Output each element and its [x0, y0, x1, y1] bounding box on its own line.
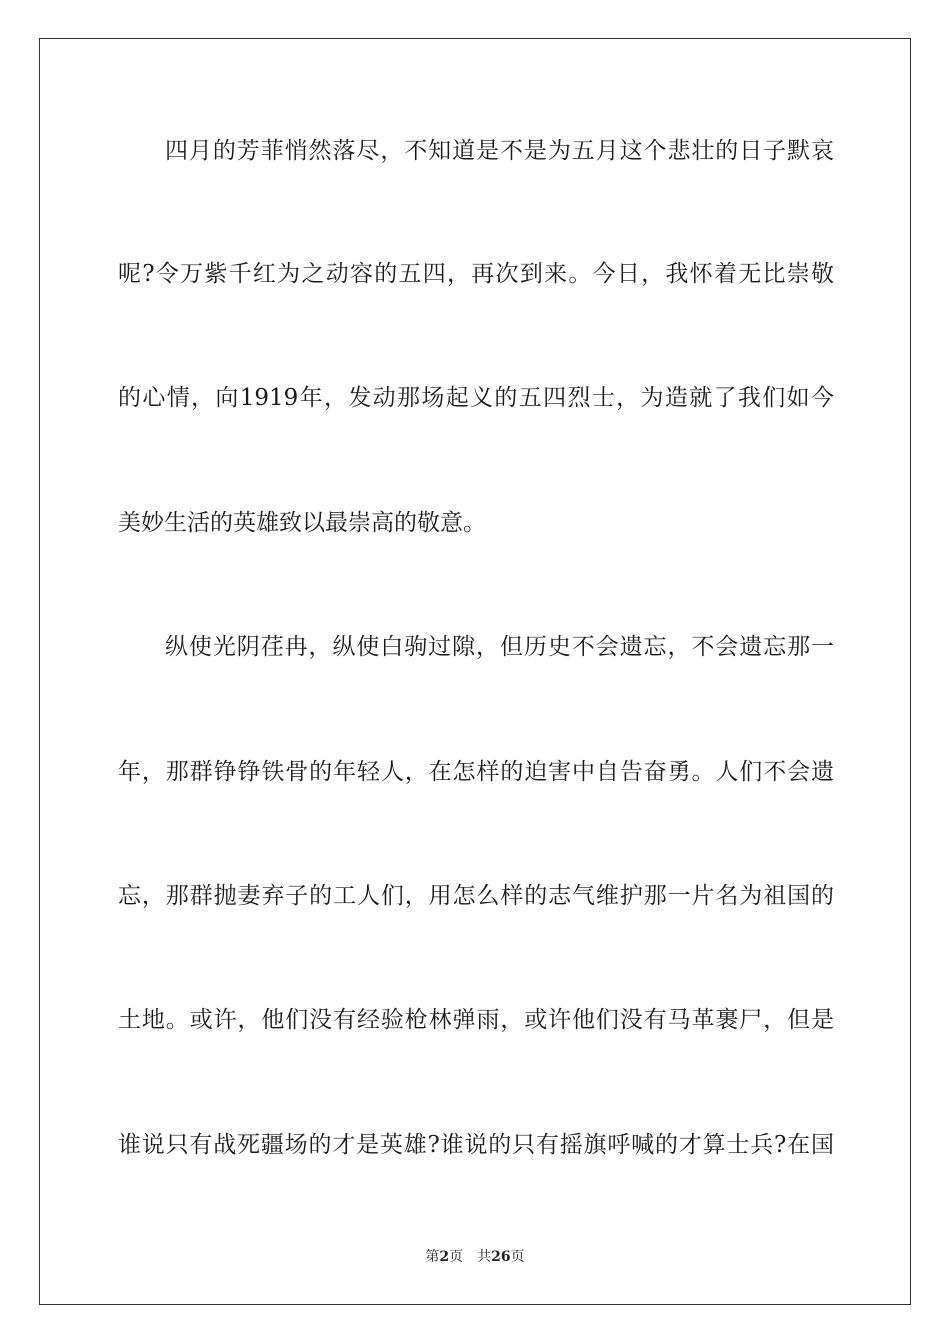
page-footer [0, 1248, 950, 1266]
footer-total-prefix: 共 [477, 1249, 492, 1265]
paragraph-2-line-5: 谁说只有战死疆场的才是英雄?谁说的只有摇旗呼喊的才算士兵?在国 [118, 1132, 834, 1158]
footer-page-number: 2 [439, 1249, 450, 1265]
footer-page-suffix: 页 [449, 1249, 464, 1265]
footer-total-pages: 26 [491, 1249, 511, 1265]
paragraph-2-line-1: 纵使光阴荏冉，纵使白驹过隙，但历史不会遗忘，不会遗忘那一 [165, 634, 834, 660]
footer-total-suffix: 页 [510, 1249, 525, 1265]
paragraph-2-line-2: 年，那群铮铮铁骨的年轻人，在怎样的迫害中自告奋勇。人们不会遗 [118, 759, 834, 785]
paragraph-1-line-1: 四月的芳菲悄然落尽，不知道是不是为五月这个悲壮的日子默哀 [165, 138, 834, 164]
paragraph-1-line-4: 美妙生活的英雄致以最崇高的敬意。 [118, 510, 486, 536]
paragraph-2-line-4: 土地。或许，他们没有经验枪林弹雨，或许他们没有马革裹尸，但是 [118, 1007, 834, 1033]
footer-page-prefix: 第 [425, 1249, 440, 1265]
paragraph-1-line-3: 的心情，向1919年，发动那场起义的五四烈士，为造就了我们如今 [118, 385, 834, 411]
page-border [39, 38, 911, 1305]
paragraph-1-line-2: 呢?令万紫千红为之动容的五四，再次到来。今日，我怀着无比崇敬 [118, 261, 834, 287]
paragraph-2-line-3: 忘，那群抛妻弃子的工人们，用怎么样的志气维护那一片名为祖国的 [118, 883, 834, 909]
